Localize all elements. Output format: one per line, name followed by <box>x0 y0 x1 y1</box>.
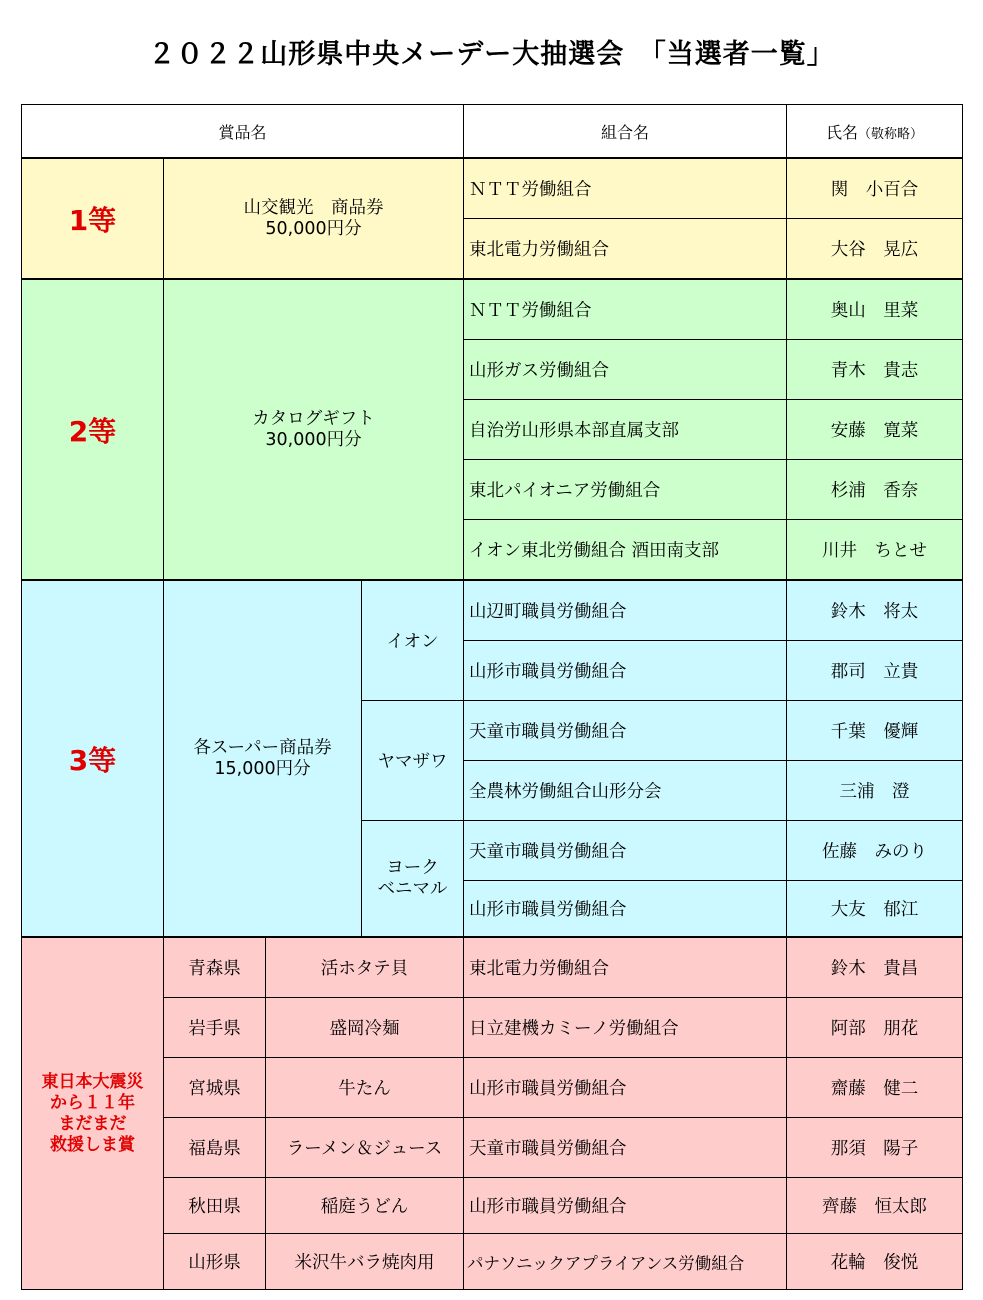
table-row <box>22 279 963 340</box>
item-cell: 活ホタテ貝 <box>266 937 464 998</box>
winner-name-cell: 杉浦 香奈 <box>787 460 963 520</box>
winner-name-cell: 那須 陽子 <box>787 1118 963 1178</box>
tier3-prize-name: 各スーパー商品券 <box>193 737 332 758</box>
winner-name-cell: 川井 ちとせ <box>787 520 963 581</box>
prefecture-cell: 福島県 <box>164 1118 266 1178</box>
union-cell: 自治労山形県本部直属支部 <box>464 400 787 460</box>
winner-name-cell: 青木 貴志 <box>787 340 963 400</box>
header-name-note: （敬称略） <box>858 126 924 142</box>
union-cell: 日立建機カミーノ労働組合 <box>464 998 787 1058</box>
rank-2-label: 2等 <box>22 279 164 580</box>
union-cell: 天童市職員労働組合 <box>464 821 787 881</box>
union-cell: 東北パイオニア労働組合 <box>464 460 787 520</box>
union-cell: ＮＴＴ労働組合 <box>464 279 787 340</box>
tier1-prize-amount: 50,000円分 <box>265 218 362 239</box>
union-cell: 山辺町職員労働組合 <box>464 580 787 641</box>
union-cell: 東北電力労働組合 <box>464 219 787 280</box>
union-cell: 山形市職員労働組合 <box>464 641 787 701</box>
prefecture-cell: 岩手県 <box>164 998 266 1058</box>
table-row <box>22 1178 963 1234</box>
item-cell: 牛たん <box>266 1058 464 1118</box>
table-row <box>22 580 963 641</box>
special-label-line: 東日本大震災 <box>41 1071 144 1092</box>
special-prize-label <box>22 937 164 1290</box>
union-cell: イオン東北労働組合 酒田南支部 <box>464 520 787 581</box>
special-label-line: 救援しま賞 <box>50 1134 135 1155</box>
tier3-prize-amount: 15,000円分 <box>214 758 311 779</box>
winner-name-cell: 花輪 俊悦 <box>787 1234 963 1290</box>
page-title: ２０２２山形県中央メーデー大抽選会 「当選者一覧」 <box>148 39 835 70</box>
tier2-prize-name: カタログギフト <box>252 408 375 429</box>
winner-name-cell: 三浦 澄 <box>787 761 963 821</box>
prefecture-cell: 青森県 <box>164 937 266 998</box>
winner-name-cell: 大友 郁江 <box>787 881 963 938</box>
winner-name-cell: 関 小百合 <box>787 158 963 219</box>
winner-name-cell: 齊藤 恒太郎 <box>787 1178 963 1234</box>
winner-name-cell: 齋藤 健二 <box>787 1058 963 1118</box>
winner-name-cell: 鈴木 将太 <box>787 580 963 641</box>
tier1-prize <box>164 158 464 279</box>
winner-name-cell: 千葉 優輝 <box>787 701 963 761</box>
store-yamazawa: ヤマザワ <box>362 701 464 821</box>
union-cell: ＮＴＴ労働組合 <box>464 158 787 219</box>
winner-name-cell: 奥山 里菜 <box>787 279 963 340</box>
tier2-prize-amount: 30,000円分 <box>265 429 362 450</box>
rank-1-label: 1等 <box>22 158 164 279</box>
header-union: 組合名 <box>464 105 787 159</box>
table-row <box>22 158 963 219</box>
special-label-line: まだまだ <box>58 1113 127 1134</box>
special-label-line: から１１年 <box>50 1092 135 1113</box>
item-cell: 盛岡冷麺 <box>266 998 464 1058</box>
union-cell: 山形市職員労働組合 <box>464 881 787 938</box>
header-name <box>787 105 963 159</box>
rank-3-label: 3等 <box>22 580 164 937</box>
table-row <box>22 1058 963 1118</box>
table-row <box>22 937 963 998</box>
prefecture-cell: 宮城県 <box>164 1058 266 1118</box>
union-cell: パナソニックアプライアンス労働組合 <box>464 1234 787 1290</box>
item-cell: 稲庭うどん <box>266 1178 464 1234</box>
union-cell: 山形市職員労働組合 <box>464 1178 787 1234</box>
header-prize: 賞品名 <box>22 105 464 159</box>
union-cell: 山形ガス労働組合 <box>464 340 787 400</box>
winner-name-cell: 阿部 朋花 <box>787 998 963 1058</box>
union-cell: 東北電力労働組合 <box>464 937 787 998</box>
tier3-prize <box>164 580 362 937</box>
winner-name-cell: 安藤 寛菜 <box>787 400 963 460</box>
union-cell: 天童市職員労働組合 <box>464 1118 787 1178</box>
store-aeon: イオン <box>362 580 464 701</box>
union-cell: 山形市職員労働組合 <box>464 1058 787 1118</box>
item-cell: 米沢牛バラ焼肉用 <box>266 1234 464 1290</box>
prefecture-cell: 秋田県 <box>164 1178 266 1234</box>
union-cell: 天童市職員労働組合 <box>464 701 787 761</box>
tier2-prize <box>164 279 464 580</box>
winner-name-cell: 佐藤 みのり <box>787 821 963 881</box>
winners-table <box>21 104 963 1290</box>
winner-name-cell: 郡司 立貴 <box>787 641 963 701</box>
prefecture-cell: 山形県 <box>164 1234 266 1290</box>
union-cell: 全農林労働組合山形分会 <box>464 761 787 821</box>
winner-name-cell: 大谷 晃広 <box>787 219 963 280</box>
item-cell: ラーメン＆ジュース <box>266 1118 464 1178</box>
store-line: ヨーク <box>386 857 439 878</box>
table-row <box>22 998 963 1058</box>
store-line: ベニマル <box>377 878 448 899</box>
store-york-benimaru <box>362 821 464 938</box>
table-row <box>22 1234 963 1290</box>
header-row <box>22 105 963 159</box>
tier1-prize-name: 山交観光 商品券 <box>243 197 384 218</box>
winner-name-cell: 鈴木 貴昌 <box>787 937 963 998</box>
table-row <box>22 1118 963 1178</box>
header-name-label: 氏名 <box>826 122 859 142</box>
